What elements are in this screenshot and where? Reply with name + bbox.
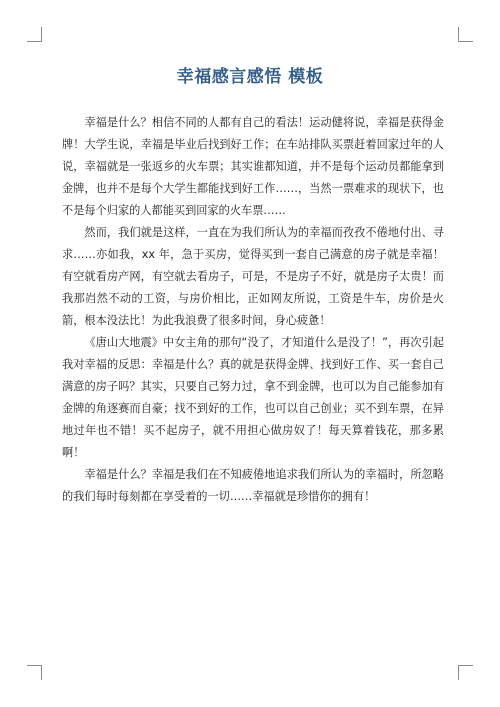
paragraph-1: 幸福是什么？相信不同的人都有自己的看法！运动健将说，幸福是获得金牌！大学生说，幸福是毕业后找到好工作；在车站排队买票赶着回家过年的人说，幸福就是一张返乡的火车票；其实谁都知道，并不是每个运动员都能拿到金牌，也并不是每个大学生都能找到好工作……，当然一票难求的现状下，也不是每个归家的人都能买到回家的火车票……: [62, 116, 444, 217]
crop-mark-bottom-right: [458, 665, 473, 680]
paragraph-2: 然而，我们就是这样，一直在为我们所认为的幸福而孜孜不倦地付出、寻求……亦如我，xx 年，急于买房，觉得买到一套自己满意的房子就是幸福！有空就看房产网，有空就去看房子，可是，不是房子不好，就是房子太贵！而我那岿然不动的工资，与房价相比，正如网友所说，工资是牛车，房价是火箭，根本没法比！为此我浪费了很多时间，身心疲惫！: [62, 226, 444, 327]
paragraph-4: 幸福是什么？幸福是我们在不知疲倦地追求我们所认为的幸福时，所忽略的我们每时每刻都在享受着的一切……幸福就是珍惜你的拥有！: [62, 468, 444, 503]
crop-mark-top-left: [27, 27, 42, 42]
crop-mark-top-right: [458, 27, 473, 42]
document-title: 幸福感言感悟 模板: [176, 67, 324, 87]
document-body: [62, 112, 444, 508]
paragraph-3: 《唐山大地震》中女主角的那句“没了，才知道什么是没了！”，再次引起我对幸福的反思：幸福是什么？真的就是获得金牌、找到好工作、买一套自己满意的房子吗？其实，只要自己努力过，拿不到金牌，也可以为自己能参加有金牌的角逐赛而自豪；找不到好的工作，也可以自己创业；买不到车票，在异地过年也不错！买不起房子，就不用担心做房奴了！每天算着钱花，那多累啊！: [62, 336, 444, 459]
crop-mark-bottom-left: [27, 665, 42, 680]
